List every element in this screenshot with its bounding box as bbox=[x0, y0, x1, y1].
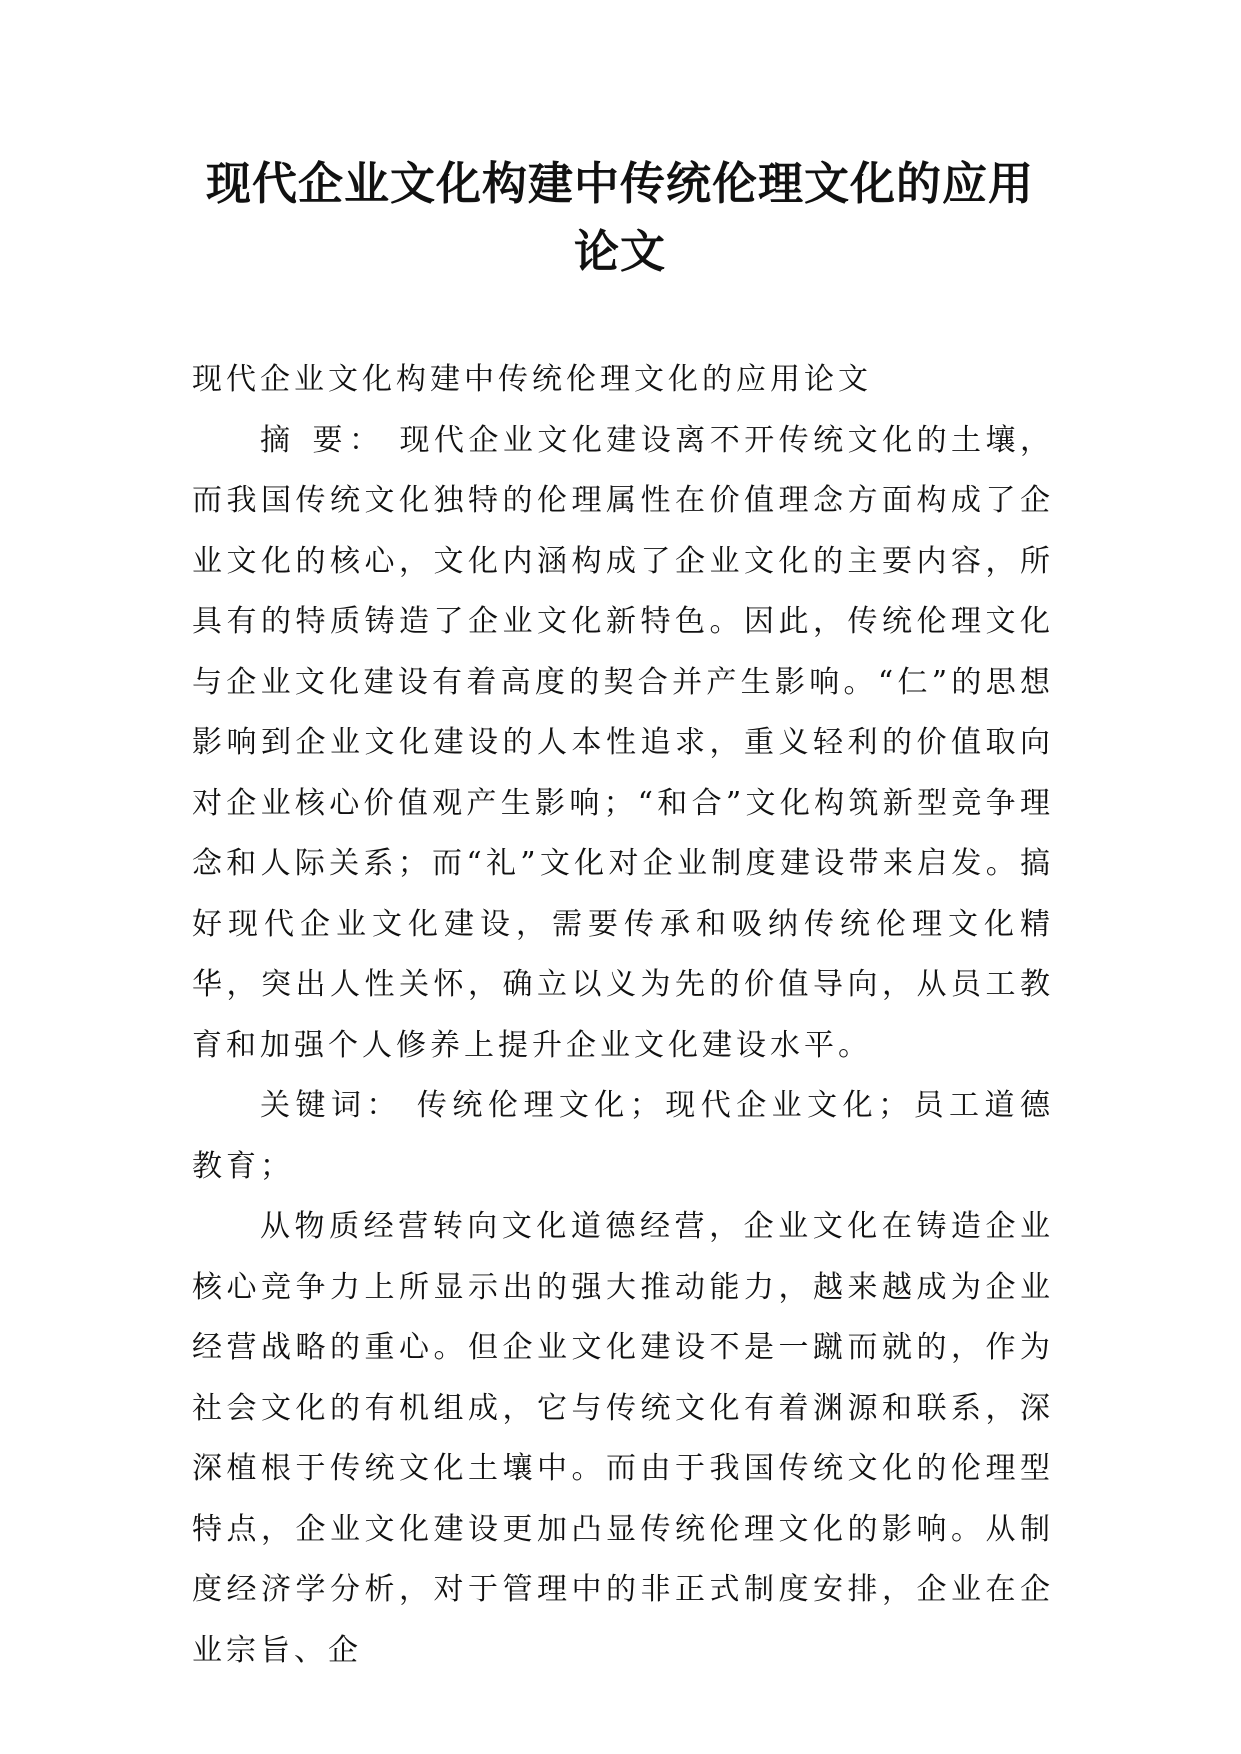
abstract-label: 摘 要： bbox=[260, 422, 386, 458]
title-line-1: 现代企业文化构建中传统伦理文化的应用 bbox=[205, 157, 1034, 210]
title-line-2: 论文 bbox=[573, 225, 666, 278]
abstract-paragraph bbox=[192, 411, 1054, 1077]
body-paragraph: 从物质经营转向文化道德经营，企业文化在铸造企业核心竞争力上所显示出的强大推动能力，越来越成为企业经营战略的重心。但企业文化建设不是一蹴而就的，作为社会文化的有机组成，它与传统文化有着渊源和联系，深深植根于传统文化土壤中。而由于我国传统文化的伦理型特点，企业文化建设更加凸显传统伦理文化的影响。从制度经济学分析，对于管理中的非正式制度安排，企业在企业宗旨、企 bbox=[192, 1209, 1054, 1668]
keywords-paragraph bbox=[192, 1076, 1054, 1197]
subtitle: 现代企业文化构建中传统伦理文化的应用论文 bbox=[192, 362, 872, 397]
abstract-text: 现代企业文化建设离不开传统文化的土壤，而我国传统文化独特的伦理属性在价值理念方面构成了企业文化的核心，文化内涵构成了企业文化的主要内容，所具有的特质铸造了企业文化新特色。因此，传统伦理文化与企业文化建设有着高度的契合并产生影响。“仁”的思想影响到企业文化建设的人本性追求，重义轻利的价值取向对企业核心价值观产生影响；“和合”文化构筑新型竞争理念和人际关系；而“礼”文化对企业制度建设带来启发。搞好现代企业文化建设，需要传承和吸纳传统伦理文化精华，突出人性关怀，确立以义为先的价值导向，从员工教育和加强个人修养上提升企业文化建设水平。 bbox=[192, 422, 1054, 1063]
page-title bbox=[170, 150, 1070, 286]
document-body bbox=[192, 350, 1054, 1681]
keywords-text: 传统伦理文化；现代企业文化；员工道德教育； bbox=[192, 1088, 1054, 1184]
keywords-label: 关键词： bbox=[260, 1088, 402, 1123]
